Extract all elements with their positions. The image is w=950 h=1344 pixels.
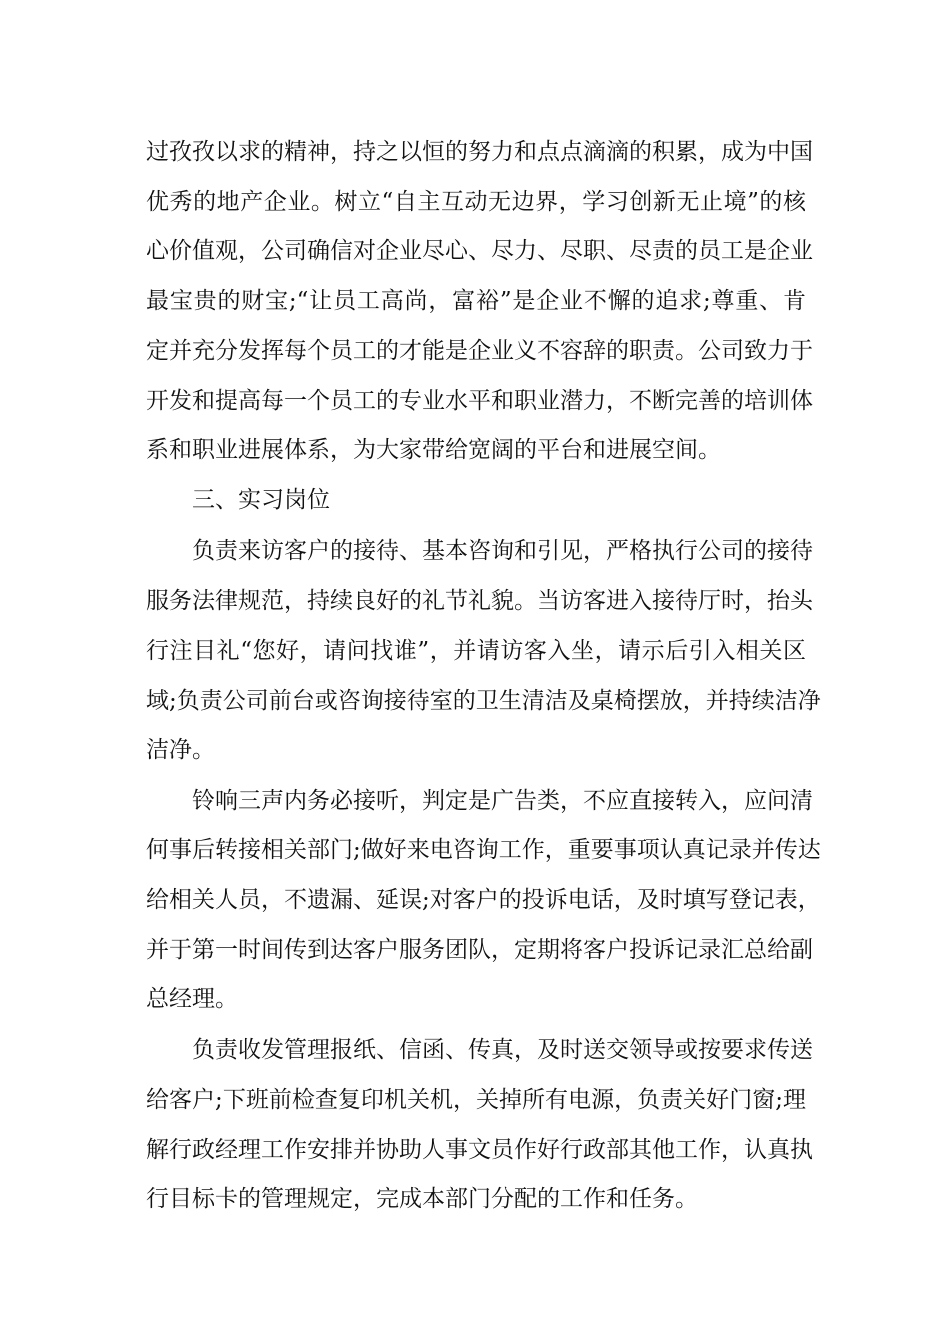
text-line: 给相关人员，不遗漏、延误;对客户的投诉电话，及时填写登记表， bbox=[146, 887, 821, 913]
text-line: 定并充分发挥每个员工的才能是企业义不容辞的职责。公司致力于 bbox=[146, 338, 813, 364]
text-line: 总经理。 bbox=[146, 986, 238, 1012]
text-line: 过孜孜以求的精神，持之以恒的努力和点点滴滴的积累，成为中国 bbox=[146, 139, 813, 165]
text-line: 最宝贵的财宝;“让员工高尚，富裕”是企业不懈的追求;尊重、肯 bbox=[146, 288, 806, 314]
text-line: 何事后转接相关部门;做好来电咨询工作，重要事项认真记录并传达 bbox=[146, 837, 821, 863]
text-line: 行目标卡的管理规定，完成本部门分配的工作和任务。 bbox=[146, 1186, 698, 1212]
section-heading: 三、实习岗位 bbox=[192, 487, 330, 513]
text-line: 域;负责公司前台或咨询接待室的卫生清洁及桌椅摆放，并持续洁净 bbox=[146, 688, 821, 714]
text-line: 并于第一时间传到达客户服务团队，定期将客户投诉记录汇总给副 bbox=[146, 937, 813, 963]
text-line: 开发和提高每一个员工的专业水平和职业潜力，不断完善的培训体 bbox=[146, 388, 813, 414]
text-line: 铃响三声内务必接听，判定是广告类，不应直接转入，应问清 bbox=[192, 788, 813, 814]
text-line: 系和职业进展体系，为大家带给宽阔的平台和进展空间。 bbox=[146, 437, 721, 463]
text-line: 解行政经理工作安排并协助人事文员作好行政部其他工作，认真执 bbox=[146, 1137, 813, 1163]
text-line: 洁净。 bbox=[146, 737, 215, 763]
text-line: 心价值观，公司确信对企业尽心、尽力、尽职、尽责的员工是企业 bbox=[146, 238, 813, 264]
text-line: 负责来访客户的接待、基本咨询和引见，严格执行公司的接待 bbox=[192, 538, 813, 564]
text-line: 优秀的地产企业。树立“自主互动无边界，学习创新无止境”的核 bbox=[146, 189, 806, 215]
text-line: 行注目礼“您好，请问找谁”，并请访客入坐，请示后引入相关区 bbox=[146, 638, 806, 664]
text-line: 负责收发管理报纸、信函、传真，及时送交领导或按要求传送 bbox=[192, 1037, 813, 1063]
text-line: 服务法律规范，持续良好的礼节礼貌。当访客进入接待厅时，抬头 bbox=[146, 588, 813, 614]
text-line: 给客户;下班前检查复印机关机，关掉所有电源，负责关好门窗;理 bbox=[146, 1087, 806, 1113]
